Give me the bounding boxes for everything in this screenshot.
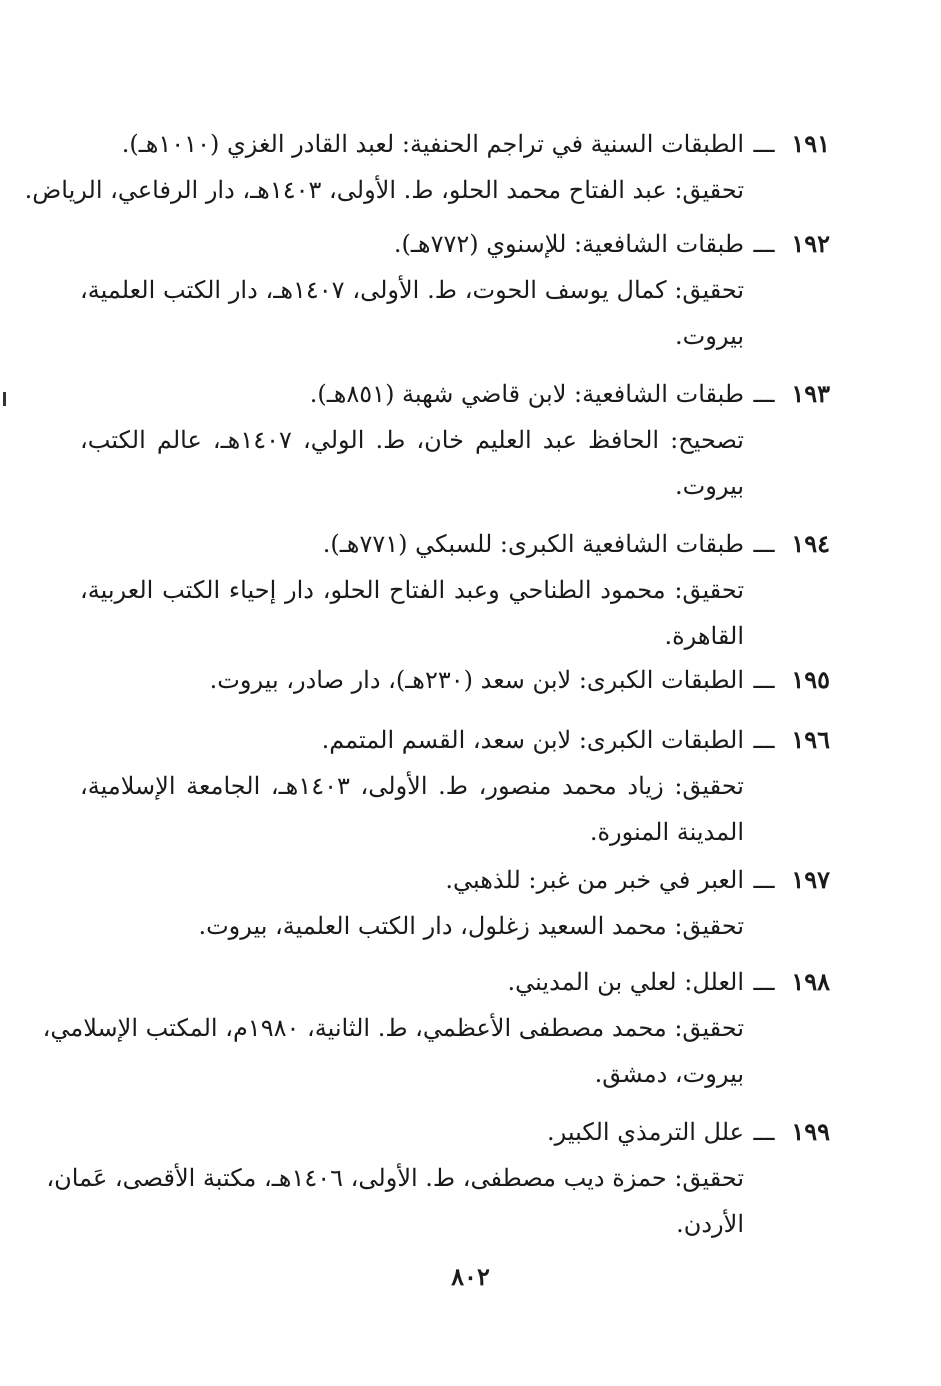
entry-number: ١٩٣ [791, 379, 830, 408]
entry-heading [80, 1109, 830, 1155]
entry-heading [80, 657, 830, 703]
entry-title: الطبقات الكبرى: لابن سعد (٢٣٠هـ)، دار صادر، بيروت. [209, 666, 744, 694]
entry-title: الطبقات الكبرى: لابن سعد، القسم المتمم. [321, 726, 744, 754]
entry-detail-line: تحقيق: محمد السعيد زغلول، دار الكتب العلمية، بيروت. [198, 912, 744, 940]
entry-detail-line: تحقيق: محمد مصطفى الأعظمي، ط. الثانية، ١٩٨٠م، المكتب الإسلامي، [42, 1014, 744, 1042]
entry-detail-line: تحقيق: عبد الفتاح محمد الحلو، ط. الأولى، ١٤٠٣هـ، دار الرفاعي، الرياض. [24, 176, 744, 204]
entry-dash: ـــ [753, 530, 775, 558]
bibliography-entry [80, 221, 830, 359]
entry-number: ١٩٢ [791, 229, 830, 258]
entry-dash: ـــ [753, 230, 775, 258]
bibliography-entry [46, 1109, 830, 1247]
entry-detail-line: الأردن. [676, 1210, 744, 1238]
entry-dash: ـــ [753, 968, 775, 996]
entry-title: العلل: لعلي بن المديني. [507, 968, 744, 996]
entry-number: ١٩٥ [791, 665, 830, 694]
entry-number: ١٩٤ [791, 529, 830, 558]
entry-dash: ـــ [753, 1118, 775, 1146]
entry-detail-line: بيروت، دمشق. [594, 1060, 744, 1088]
entry-number: ١٩٩ [791, 1117, 830, 1146]
bibliography-entry [80, 717, 830, 855]
entry-heading [80, 371, 830, 417]
entry-title: طبقات الشافعية: للإسنوي (٧٧٢هـ). [393, 230, 744, 258]
entry-title: علل الترمذي الكبير. [547, 1118, 744, 1146]
entry-heading [80, 221, 830, 267]
entry-dash: ـــ [753, 130, 775, 158]
bibliography-entry [80, 371, 830, 509]
entry-title: العبر في خبر من غبر: للذهبي. [445, 866, 744, 894]
entry-dash: ـــ [753, 380, 775, 408]
entry-heading [80, 121, 830, 167]
entry-number: ١٩٨ [791, 967, 830, 996]
entry-heading [80, 959, 830, 1005]
entry-title: الطبقات السنية في تراجم الحنفية: لعبد القادر الغزي (١٠١٠هـ). [121, 130, 744, 158]
entry-detail-line: تحقيق: حمزة ديب مصطفى، ط. الأولى، ١٤٠٦هـ، مكتبة الأقصى، عَمان، [46, 1164, 744, 1192]
bibliography-entry [24, 121, 830, 213]
entry-detail-line: بيروت. [675, 472, 744, 500]
bibliography-entry [80, 521, 830, 659]
entry-detail-line: تحقيق: زياد محمد منصور، ط. الأولى، ١٤٠٣هـ، الجامعة الإسلامية، [80, 772, 744, 800]
entry-detail-line: تحقيق: كمال يوسف الحوت، ط. الأولى، ١٤٠٧هـ، دار الكتب العلمية، [80, 276, 745, 304]
entry-detail-line: المدينة المنورة. [589, 818, 744, 846]
entry-title: طبقات الشافعية الكبرى: للسبكي (٧٧١هـ). [322, 530, 744, 558]
entry-detail-line: بيروت. [675, 322, 744, 350]
entry-dash: ـــ [753, 866, 775, 894]
entry-number: ١٩٦ [791, 725, 830, 754]
page-number: ٨٠٢ [451, 1262, 490, 1291]
entry-number: ١٩٧ [791, 865, 830, 894]
margin-mark [3, 392, 6, 406]
bibliography-entry [80, 657, 830, 703]
entry-heading [80, 717, 830, 763]
bibliography-entry [42, 959, 830, 1097]
entry-number: ١٩١ [791, 129, 830, 158]
entry-title: طبقات الشافعية: لابن قاضي شهبة (٨٥١هـ). [309, 380, 744, 408]
entry-dash: ـــ [753, 726, 775, 754]
entry-dash: ـــ [753, 666, 775, 694]
bibliography-entry [80, 857, 830, 949]
entry-detail-line: تحقيق: محمود الطناحي وعبد الفتاح الحلو، دار إحياء الكتب العربية، [80, 576, 744, 604]
entry-detail-line: تصحيح: الحافظ عبد العليم خان، ط. الولي، ١٤٠٧هـ، عالم الكتب، [80, 426, 744, 454]
entry-detail-line: القاهرة. [664, 622, 744, 650]
entry-heading [80, 857, 830, 903]
entry-heading [80, 521, 830, 567]
